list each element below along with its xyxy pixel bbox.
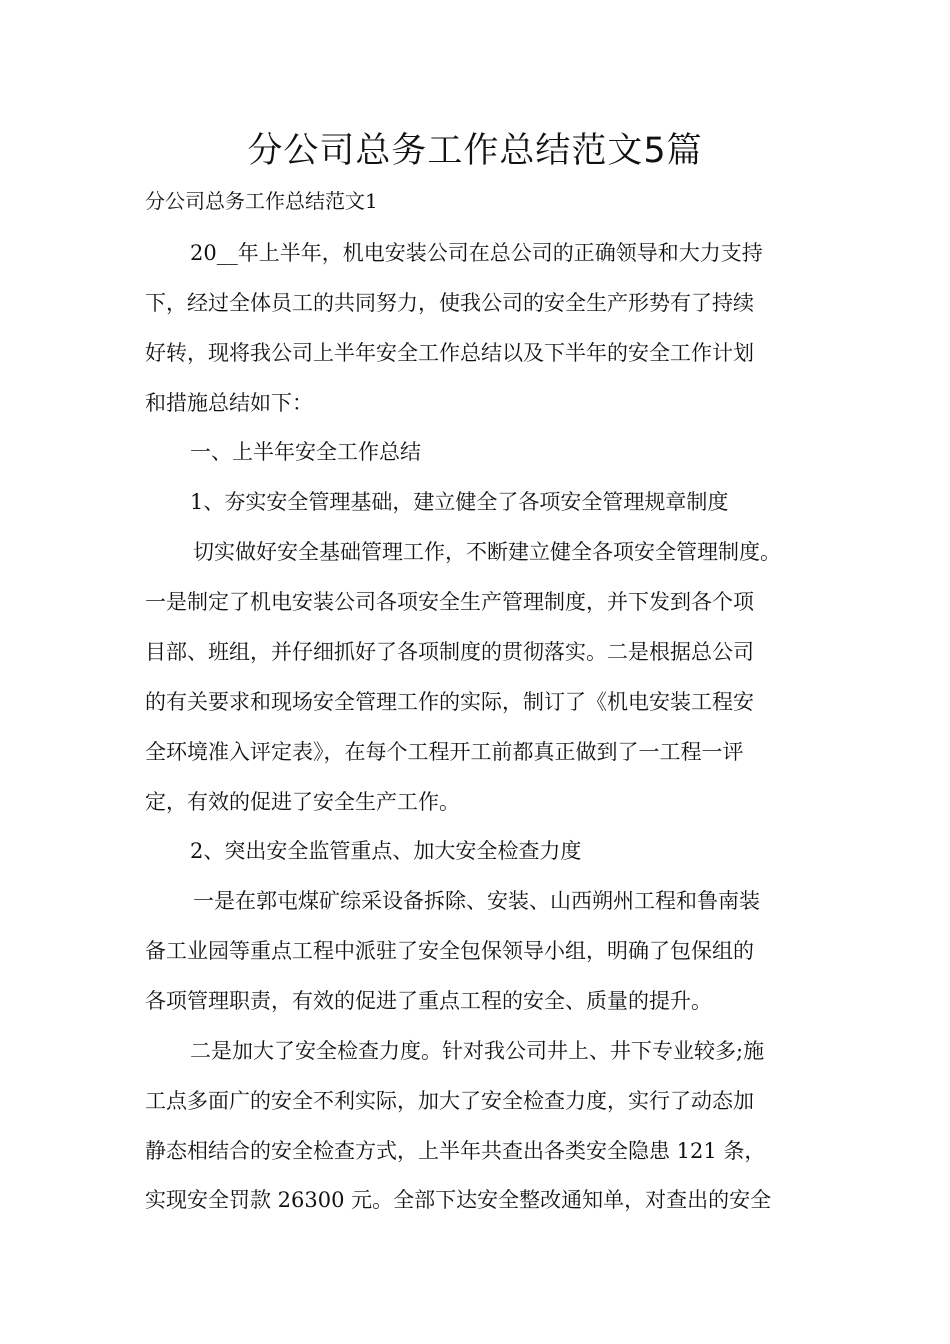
- body-line: 目部、班组，并仔细抓好了各项制度的贯彻落实。二是根据总公司: [145, 640, 754, 664]
- section-heading: 一、上半年安全工作总结: [190, 440, 421, 464]
- body-line: 和措施总结如下：: [145, 391, 313, 415]
- body-line: 一是在郭屯煤矿综采设备拆除、安装、山西朔州工程和鲁南装: [193, 889, 760, 913]
- body-line: 切实做好安全基础管理工作，不断建立健全各项安全管理制度。: [193, 540, 781, 564]
- body-line: 好转，现将我公司上半年安全工作总结以及下半年的安全工作计划: [145, 341, 754, 365]
- body-line: 二是加大了安全检查力度。针对我公司井上、井下专业较多;施: [190, 1039, 765, 1063]
- body-line: 全环境准入评定表》，在每个工程开工前都真正做到了一工程一评: [145, 740, 744, 764]
- body-line: 实现安全罚款 26300 元。全部下达安全整改通知单，对查出的安全: [145, 1188, 772, 1212]
- body-line: 一是制定了机电安装公司各项安全生产管理制度，并下发到各个项: [145, 590, 754, 614]
- body-line: 各项管理职责，有效的促进了重点工程的安全、质量的提升。: [145, 989, 712, 1013]
- body-line: 工点多面广的安全不利实际，加大了安全检查力度，实行了动态加: [145, 1089, 754, 1113]
- subsection-heading: 2、突出安全监管重点、加大安全检查力度: [190, 839, 582, 863]
- body-line: 定，有效的促进了安全生产工作。: [145, 790, 460, 814]
- body-line: 静态相结合的安全检查方式，上半年共查出各类安全隐患 121 条，: [145, 1139, 766, 1163]
- body-line: 20__年上半年，机电安装公司在总公司的正确领导和大力支持: [190, 241, 763, 265]
- document-title: 分公司总务工作总结范文5篇: [247, 131, 703, 171]
- body-line: 备工业园等重点工程中派驻了安全包保领导小组，明确了包保组的: [145, 939, 754, 963]
- document-subtitle: 分公司总务工作总结范文1: [145, 189, 378, 213]
- body-line: 的有关要求和现场安全管理工作的实际，制订了《机电安装工程安: [145, 690, 754, 714]
- body-line: 下，经过全体员工的共同努力，使我公司的安全生产形势有了持续: [145, 291, 754, 315]
- subsection-heading: 1、夯实安全管理基础，建立健全了各项安全管理规章制度: [190, 490, 729, 514]
